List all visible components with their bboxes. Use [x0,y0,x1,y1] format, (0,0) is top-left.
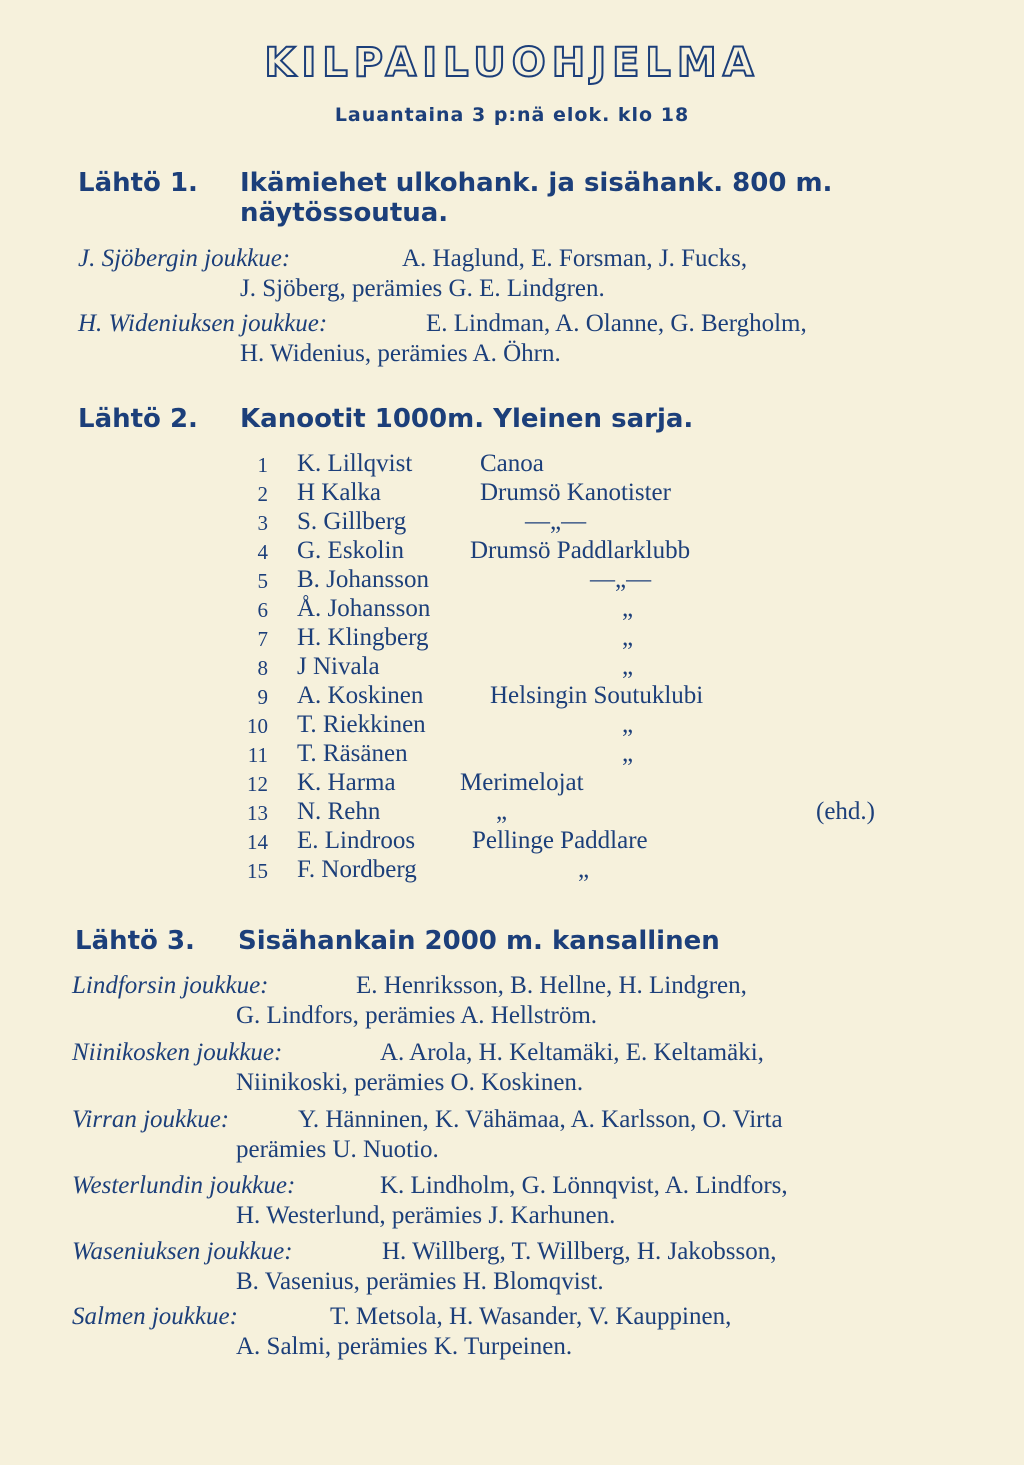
entry-number: 6 [257,598,268,622]
entry-club: Helsingin Soutuklubi [490,682,704,709]
entry-club: Drumsö Kanotister [480,479,671,506]
entry-club: „ [496,798,508,825]
entry-club: „ [622,711,634,738]
heat1-team-2-line1: E. Lindman, A. Olanne, G. Bergholm, [426,310,807,337]
entry-name: S. Gillberg [297,508,407,535]
entry-club: Pellinge Paddlare [472,827,648,854]
heat3-team-5-line2: B. Vasenius, perämies H. Blomqvist. [236,1268,604,1295]
heat3-team-3-name: Virran joukkue: [72,1106,230,1133]
entry-number: 13 [247,801,268,825]
entry-name: K. Lillqvist [297,450,413,477]
heat3-title: Sisähankain 2000 m. kansallinen [238,926,720,956]
heat3-team-6-line2: A. Salmi, perämies K. Turpeinen. [236,1333,573,1360]
heat3-team-2-line2: Niinikoski, perämies O. Koskinen. [236,1069,584,1096]
heat1-team-1-name: J. Sjöbergin joukkue: [78,245,291,272]
page-subtitle: Lauantaina 3 p:nä elok. klo 18 [334,104,690,126]
heat3-team-2-name: Niinikosken joukkue: [72,1039,283,1066]
entry-number: 10 [247,714,268,738]
entry-name: H. Klingberg [297,624,429,651]
entry-club: „ [622,740,634,767]
heat3-team-4-name: Westerlundin joukkue: [72,1172,296,1199]
heat3-team-4-line1: K. Lindholm, G. Lönnqvist, A. Lindfors, [380,1172,788,1199]
heat3-team-4-line2: H. Westerlund, perämies J. Karhunen. [236,1202,616,1229]
entry-number: 5 [257,569,268,593]
heat3-label: Lähtö 3. [75,926,195,956]
heat2-title: Kanootit 1000m. Yleinen sarja. [240,404,694,434]
entry-note: (ehd.) [816,798,875,825]
entry-club: —„— [590,566,652,593]
heat3-team-3-line1: Y. Hänninen, K. Vähämaa, A. Karlsson, O. Virta [298,1106,783,1133]
entry-number: 3 [257,511,268,535]
entry-name: J Nivala [297,653,380,680]
heat3-team-6-line1: T. Metsola, H. Wasander, V. Kauppinen, [330,1303,732,1330]
heat3-team-5-name: Waseniuksen joukkue: [72,1238,293,1265]
heat3-team-1-line2: G. Lindfors, perämies A. Hellström. [236,1002,598,1029]
entry-name: H Kalka [297,479,381,506]
heat3-team-3-line2: perämies U. Nuotio. [236,1136,439,1163]
heat1-team-2-name: H. Wideniuksen joukkue: [78,310,328,337]
entry-name: B. Johansson [297,566,429,593]
heat3-team-5-line1: H. Willberg, T. Willberg, H. Jakobsson, [382,1238,777,1265]
entry-name: T. Riekkinen [297,711,426,738]
heat3-team-1-line1: E. Henriksson, B. Hellne, H. Lindgren, [356,972,747,999]
entry-number: 12 [247,772,268,796]
page-title: KILPAILUOHJELMA [264,40,760,86]
entry-number: 8 [257,656,268,680]
entry-number: 14 [247,830,268,854]
heat1-team-2-line2: H. Widenius, perämies A. Öhrn. [240,340,561,367]
entry-name: K. Harma [297,769,396,796]
entry-number: 1 [257,453,268,477]
entry-club: „ [622,624,634,651]
entry-club: Merimelojat [460,769,584,796]
entry-number: 15 [247,859,268,883]
entry-name: T. Räsänen [297,740,408,767]
heat1-title-2: näytössoutua. [240,198,449,228]
entry-club: Canoa [480,450,544,477]
heat3-team-2-line1: A. Arola, H. Keltamäki, E. Keltamäki, [380,1039,764,1066]
heat3-team-1-name: Lindforsin joukkue: [72,972,269,999]
heat3-team-6-name: Salmen joukkue: [72,1303,238,1330]
entry-club: „ [622,595,634,622]
entry-club: —„— [525,508,587,535]
entry-name: Å. Johansson [297,595,431,622]
entry-name: E. Lindroos [297,827,416,854]
entry-number: 11 [247,743,268,767]
heat1-label: Lähtö 1. [78,168,198,198]
entry-club: „ [578,856,590,883]
heat1-team-1-line2: J. Sjöberg, perämies G. E. Lindgren. [240,275,605,302]
entry-name: A. Koskinen [297,682,424,709]
entry-number: 2 [257,482,268,506]
entry-name: G. Eskolin [297,537,404,564]
entry-number: 7 [257,627,268,651]
entry-number: 4 [257,540,268,564]
entry-number: 9 [257,685,268,709]
entry-club: „ [622,653,634,680]
heat2-label: Lähtö 2. [78,404,198,434]
entry-name: N. Rehn [297,798,381,825]
heat1-team-1-line1: A. Haglund, E. Forsman, J. Fucks, [402,245,748,272]
entry-club: Drumsö Paddlarklubb [470,537,691,564]
heat1-title: Ikämiehet ulkohank. ja sisähank. 800 m. [240,168,833,198]
entry-name: F. Nordberg [297,856,417,883]
